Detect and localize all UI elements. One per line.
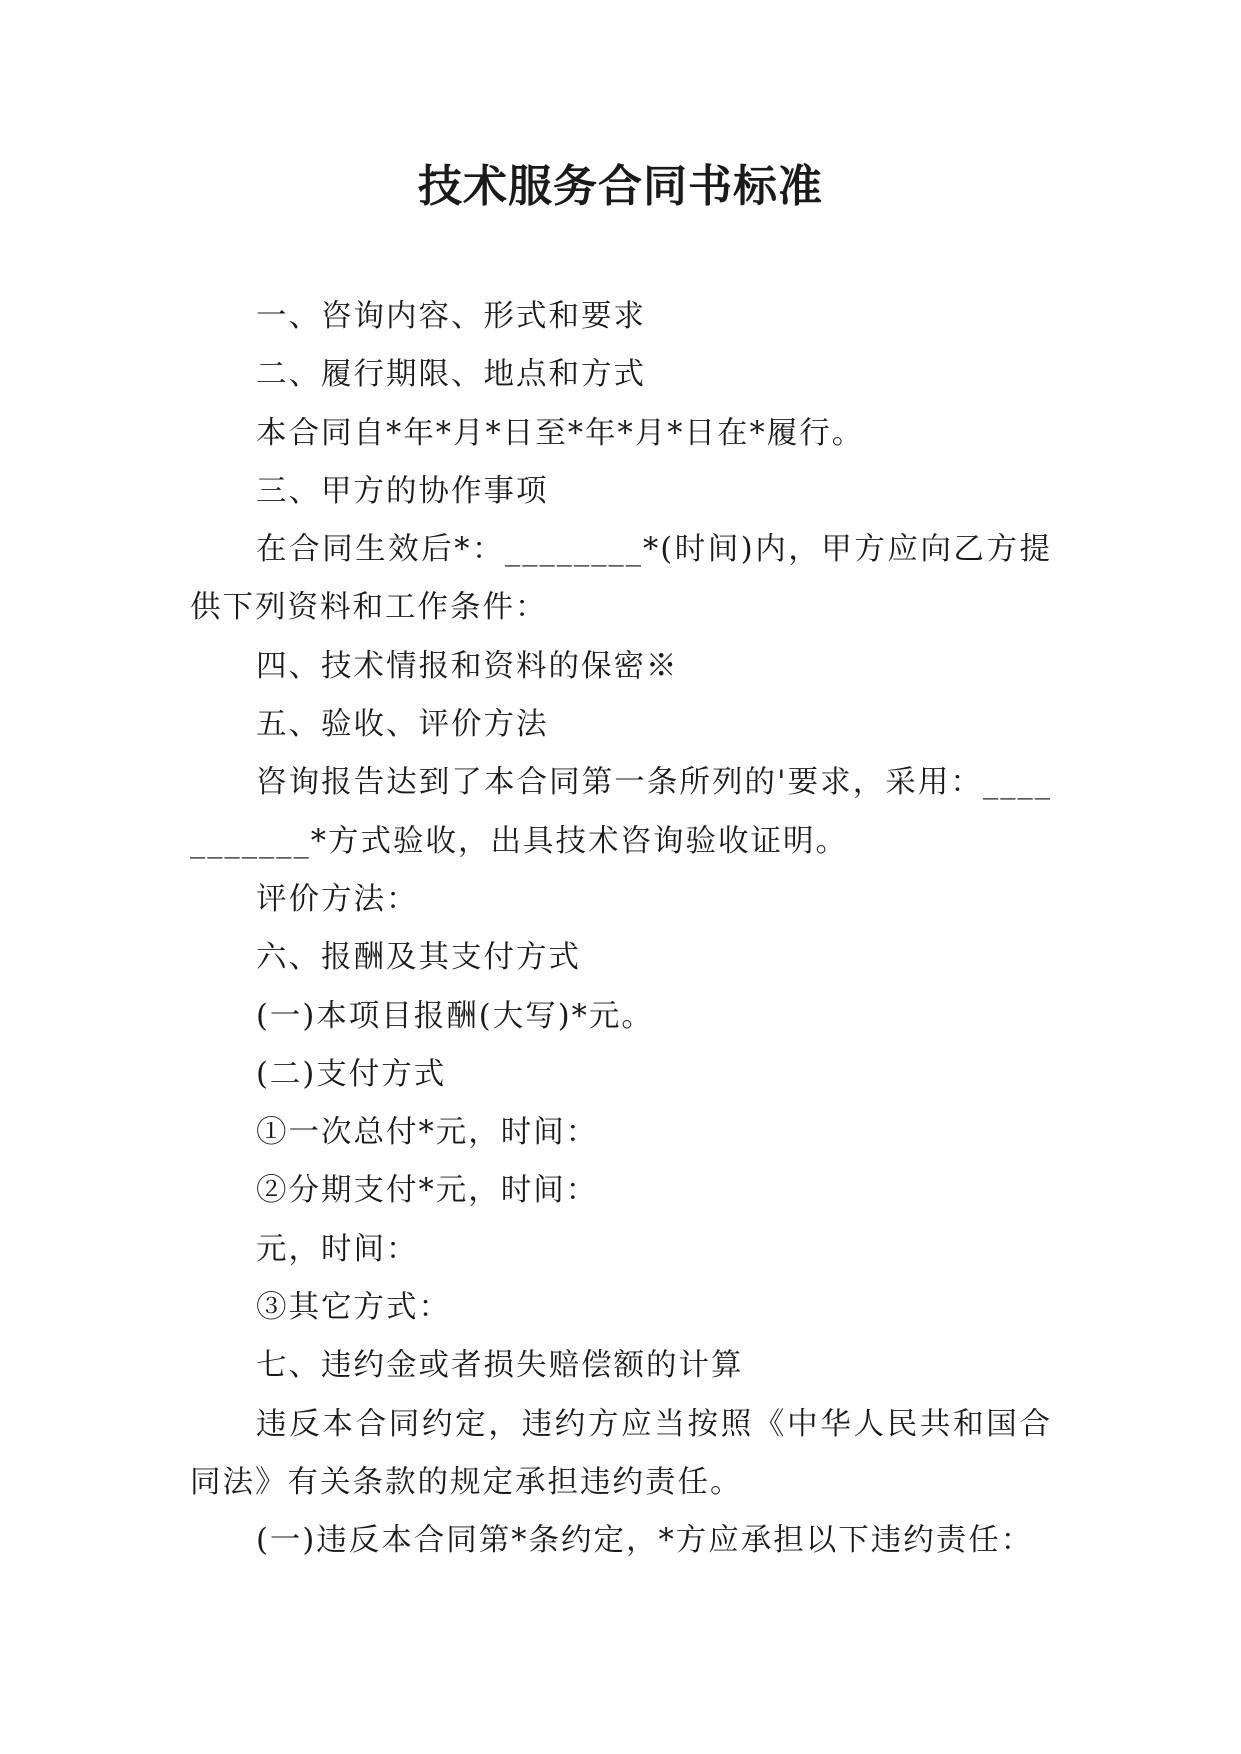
paragraph-payment-method: (二)支付方式 [256, 1056, 447, 1092]
paragraph-installment-2: 元，时间： [256, 1231, 419, 1267]
paragraph-breach-item-1: (一)违反本合同第*条约定，*方应承担以下违约责任： [256, 1523, 1034, 1559]
paragraph-section-4-heading: 四、技术情报和资料的保密※ [256, 648, 679, 684]
paragraph-section-5-heading: 五、验收、评价方法 [256, 707, 549, 743]
paragraph-installments: ②分期支付*元，时间： [256, 1173, 599, 1209]
paragraph-section-7-heading: 七、违约金或者损失赔偿额的计算 [256, 1348, 744, 1384]
paragraph-section-2-heading: 二、履行期限、地点和方式 [256, 357, 646, 393]
paragraph-breach-liability: 违反本合同约定，违约方应当按照《中华人民共和国合同法》有关条款的规定承担违约责任。 [190, 1406, 1052, 1500]
paragraph-acceptance: 咨询报告达到了本合同第一条所列的'要求，采用：___________*方式验收，出具技术咨询验收证明。 [190, 765, 1052, 859]
document-body [190, 288, 1052, 1571]
paragraph-section-3-heading: 三、甲方的协作事项 [256, 473, 549, 509]
paragraph-evaluation-method: 评价方法： [256, 881, 419, 917]
paragraph-term-period: 本合同自*年*月*日至*年*月*日在*履行。 [256, 415, 865, 451]
paragraph-section-6-heading: 六、报酬及其支付方式 [256, 940, 581, 976]
paragraph-cooperation-items: 在合同生效后*：________*(时间)内，甲方应向乙方提供下列资料和工作条件： [190, 532, 1052, 626]
paragraph-other-methods: ③其它方式： [256, 1290, 451, 1326]
document-title: 技术服务合同书标准 [418, 161, 823, 212]
paragraph-lump-sum: ①一次总付*元，时间： [256, 1115, 599, 1151]
paragraph-remuneration: (一)本项目报酬(大写)*元。 [256, 998, 654, 1034]
paragraph-section-1-heading: 一、咨询内容、形式和要求 [256, 299, 646, 334]
